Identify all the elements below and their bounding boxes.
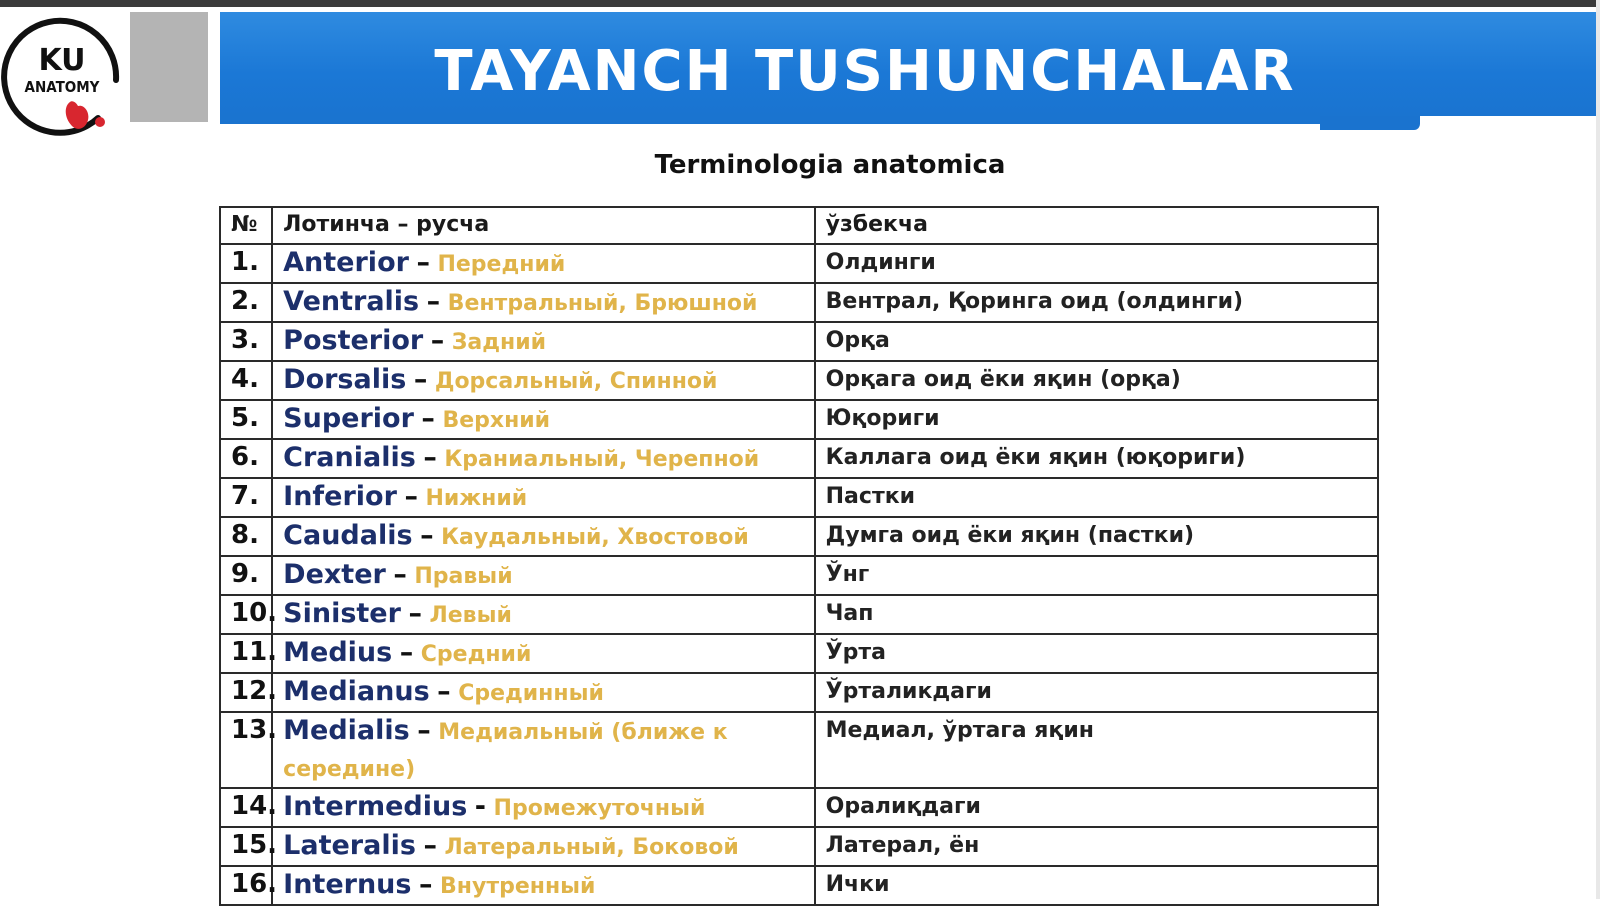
uzbek-term: Латерал, ён (815, 827, 1378, 866)
russian-term: Нижний (425, 486, 528, 511)
top-border (0, 0, 1600, 7)
row-number: 2. (220, 283, 272, 322)
russian-term: Внутренный (440, 874, 596, 899)
uzbek-term: Ўрта (815, 634, 1378, 673)
latin-term: Ventralis (283, 286, 420, 317)
table-header-row (220, 207, 1378, 244)
term-separator: – (416, 247, 430, 278)
latin-term: Dorsalis (283, 364, 407, 395)
header-number: № (220, 207, 272, 244)
uzbek-term: Медиал, ўртага яқин (815, 712, 1378, 788)
uzbek-term: Вентрал, Қоринга оид (олдинги) (815, 283, 1378, 322)
table-row (220, 673, 1378, 712)
latin-russian-cell (272, 712, 814, 788)
latin-russian-cell (272, 673, 814, 712)
table-row (220, 866, 1378, 905)
uzbek-term: Орқага оид ёки яқин (орқа) (815, 361, 1378, 400)
latin-term: Lateralis (283, 830, 416, 861)
latin-russian-cell (272, 283, 814, 322)
uzbek-term: Чап (815, 595, 1378, 634)
latin-russian-cell (272, 788, 814, 827)
latin-term: Medius (283, 637, 393, 668)
table-row (220, 244, 1378, 283)
row-number: 3. (220, 322, 272, 361)
uzbek-term: Думга оид ёки яқин (пастки) (815, 517, 1378, 556)
latin-russian-cell (272, 439, 814, 478)
row-number: 9. (220, 556, 272, 595)
latin-term: Posterior (283, 325, 424, 356)
term-separator: – (399, 637, 414, 668)
row-number: 12. (220, 673, 272, 712)
logo-text-anatomy: ANATOMY (24, 78, 100, 96)
term-separator: - (474, 791, 487, 822)
row-number: 4. (220, 361, 272, 400)
russian-term: Вентральный, Брюшной (447, 291, 758, 316)
row-number: 11. (220, 634, 272, 673)
latin-term: Medialis (283, 715, 410, 746)
latin-russian-cell (272, 400, 814, 439)
latin-term: Medianus (283, 676, 430, 707)
russian-term: Срединный (458, 681, 604, 706)
russian-term: Промежуточный (493, 796, 706, 821)
uzbek-term: Пастки (815, 478, 1378, 517)
table-row (220, 827, 1378, 866)
term-separator: – (408, 598, 422, 629)
latin-term: Cranialis (283, 442, 416, 473)
header-latin-russian: Лотинча – русча (272, 207, 814, 244)
row-number: 15. (220, 827, 272, 866)
russian-term: Средний (420, 642, 532, 667)
russian-term: Латеральный, Боковой (444, 835, 739, 860)
latin-russian-cell (272, 634, 814, 673)
right-edge (1596, 0, 1600, 899)
row-number: 5. (220, 400, 272, 439)
term-separator: – (423, 442, 437, 473)
latin-term: Caudalis (283, 520, 413, 551)
table-row (220, 556, 1378, 595)
latin-russian-cell (272, 827, 814, 866)
terminology-table (219, 206, 1379, 906)
russian-term: Верхний (442, 408, 551, 433)
russian-term: Дорсальный, Спинной (434, 369, 718, 394)
russian-term: Задний (451, 330, 547, 355)
term-separator: – (420, 520, 434, 551)
latin-russian-cell (272, 866, 814, 905)
latin-term: Sinister (283, 598, 401, 629)
latin-russian-cell (272, 478, 814, 517)
term-separator: – (417, 715, 431, 746)
table-row (220, 712, 1378, 788)
latin-term: Intermedius (283, 791, 468, 822)
table-row (220, 439, 1378, 478)
latin-term: Dexter (283, 559, 386, 590)
latin-russian-cell (272, 517, 814, 556)
table-row (220, 361, 1378, 400)
russian-term: Левый (429, 603, 512, 628)
row-number: 10. (220, 595, 272, 634)
latin-term: Anterior (283, 247, 409, 278)
latin-russian-cell (272, 244, 814, 283)
uzbek-term: Ички (815, 866, 1378, 905)
gray-accent-block (130, 12, 208, 122)
term-separator: – (413, 364, 428, 395)
term-separator: – (419, 869, 433, 900)
term-separator: – (421, 403, 435, 434)
ku-anatomy-logo (0, 10, 130, 142)
russian-term: Правый (414, 564, 513, 589)
page-title: TAYANCH TUSHUNCHALAR (434, 39, 1296, 104)
table-body (220, 244, 1378, 905)
row-number: 7. (220, 478, 272, 517)
uzbek-term: Ўнг (815, 556, 1378, 595)
row-number: 6. (220, 439, 272, 478)
uzbek-term: Ўрталикдаги (815, 673, 1378, 712)
uzbek-term: Орқа (815, 322, 1378, 361)
russian-term: Медиальный (ближе к середине) (283, 720, 728, 782)
table-row (220, 478, 1378, 517)
table-row (220, 322, 1378, 361)
term-separator: – (430, 325, 445, 356)
latin-russian-cell (272, 322, 814, 361)
latin-term: Superior (283, 403, 414, 434)
uzbek-term: Олдинги (815, 244, 1378, 283)
row-number: 14. (220, 788, 272, 827)
term-separator: – (393, 559, 407, 590)
row-number: 16. (220, 866, 272, 905)
latin-russian-cell (272, 595, 814, 634)
table-row (220, 595, 1378, 634)
latin-russian-cell (272, 361, 814, 400)
table-row (220, 283, 1378, 322)
russian-term: Каудальный, Хвостовой (441, 525, 749, 550)
table-subtitle: Terminologia anatomica (654, 150, 1006, 180)
row-number: 8. (220, 517, 272, 556)
table-row (220, 517, 1378, 556)
term-separator: – (426, 286, 441, 317)
table-row (220, 400, 1378, 439)
term-separator: – (404, 481, 418, 512)
uzbek-term: Каллага оид ёки яқин (юқориги) (815, 439, 1378, 478)
russian-term: Краниальный, Черепной (444, 447, 760, 472)
latin-russian-cell (272, 556, 814, 595)
row-number: 1. (220, 244, 272, 283)
logo-text-ku: KU (38, 43, 86, 78)
latin-term: Inferior (283, 481, 397, 512)
row-number: 13. (220, 712, 272, 788)
table-row (220, 788, 1378, 827)
latin-term: Internus (283, 869, 412, 900)
uzbek-term: Оралиқдаги (815, 788, 1378, 827)
russian-term: Передний (437, 252, 566, 277)
header-uzbek: ўзбекча (815, 207, 1378, 244)
uzbek-term: Юқориги (815, 400, 1378, 439)
table-row (220, 634, 1378, 673)
term-separator: – (423, 830, 437, 861)
term-separator: – (437, 676, 451, 707)
